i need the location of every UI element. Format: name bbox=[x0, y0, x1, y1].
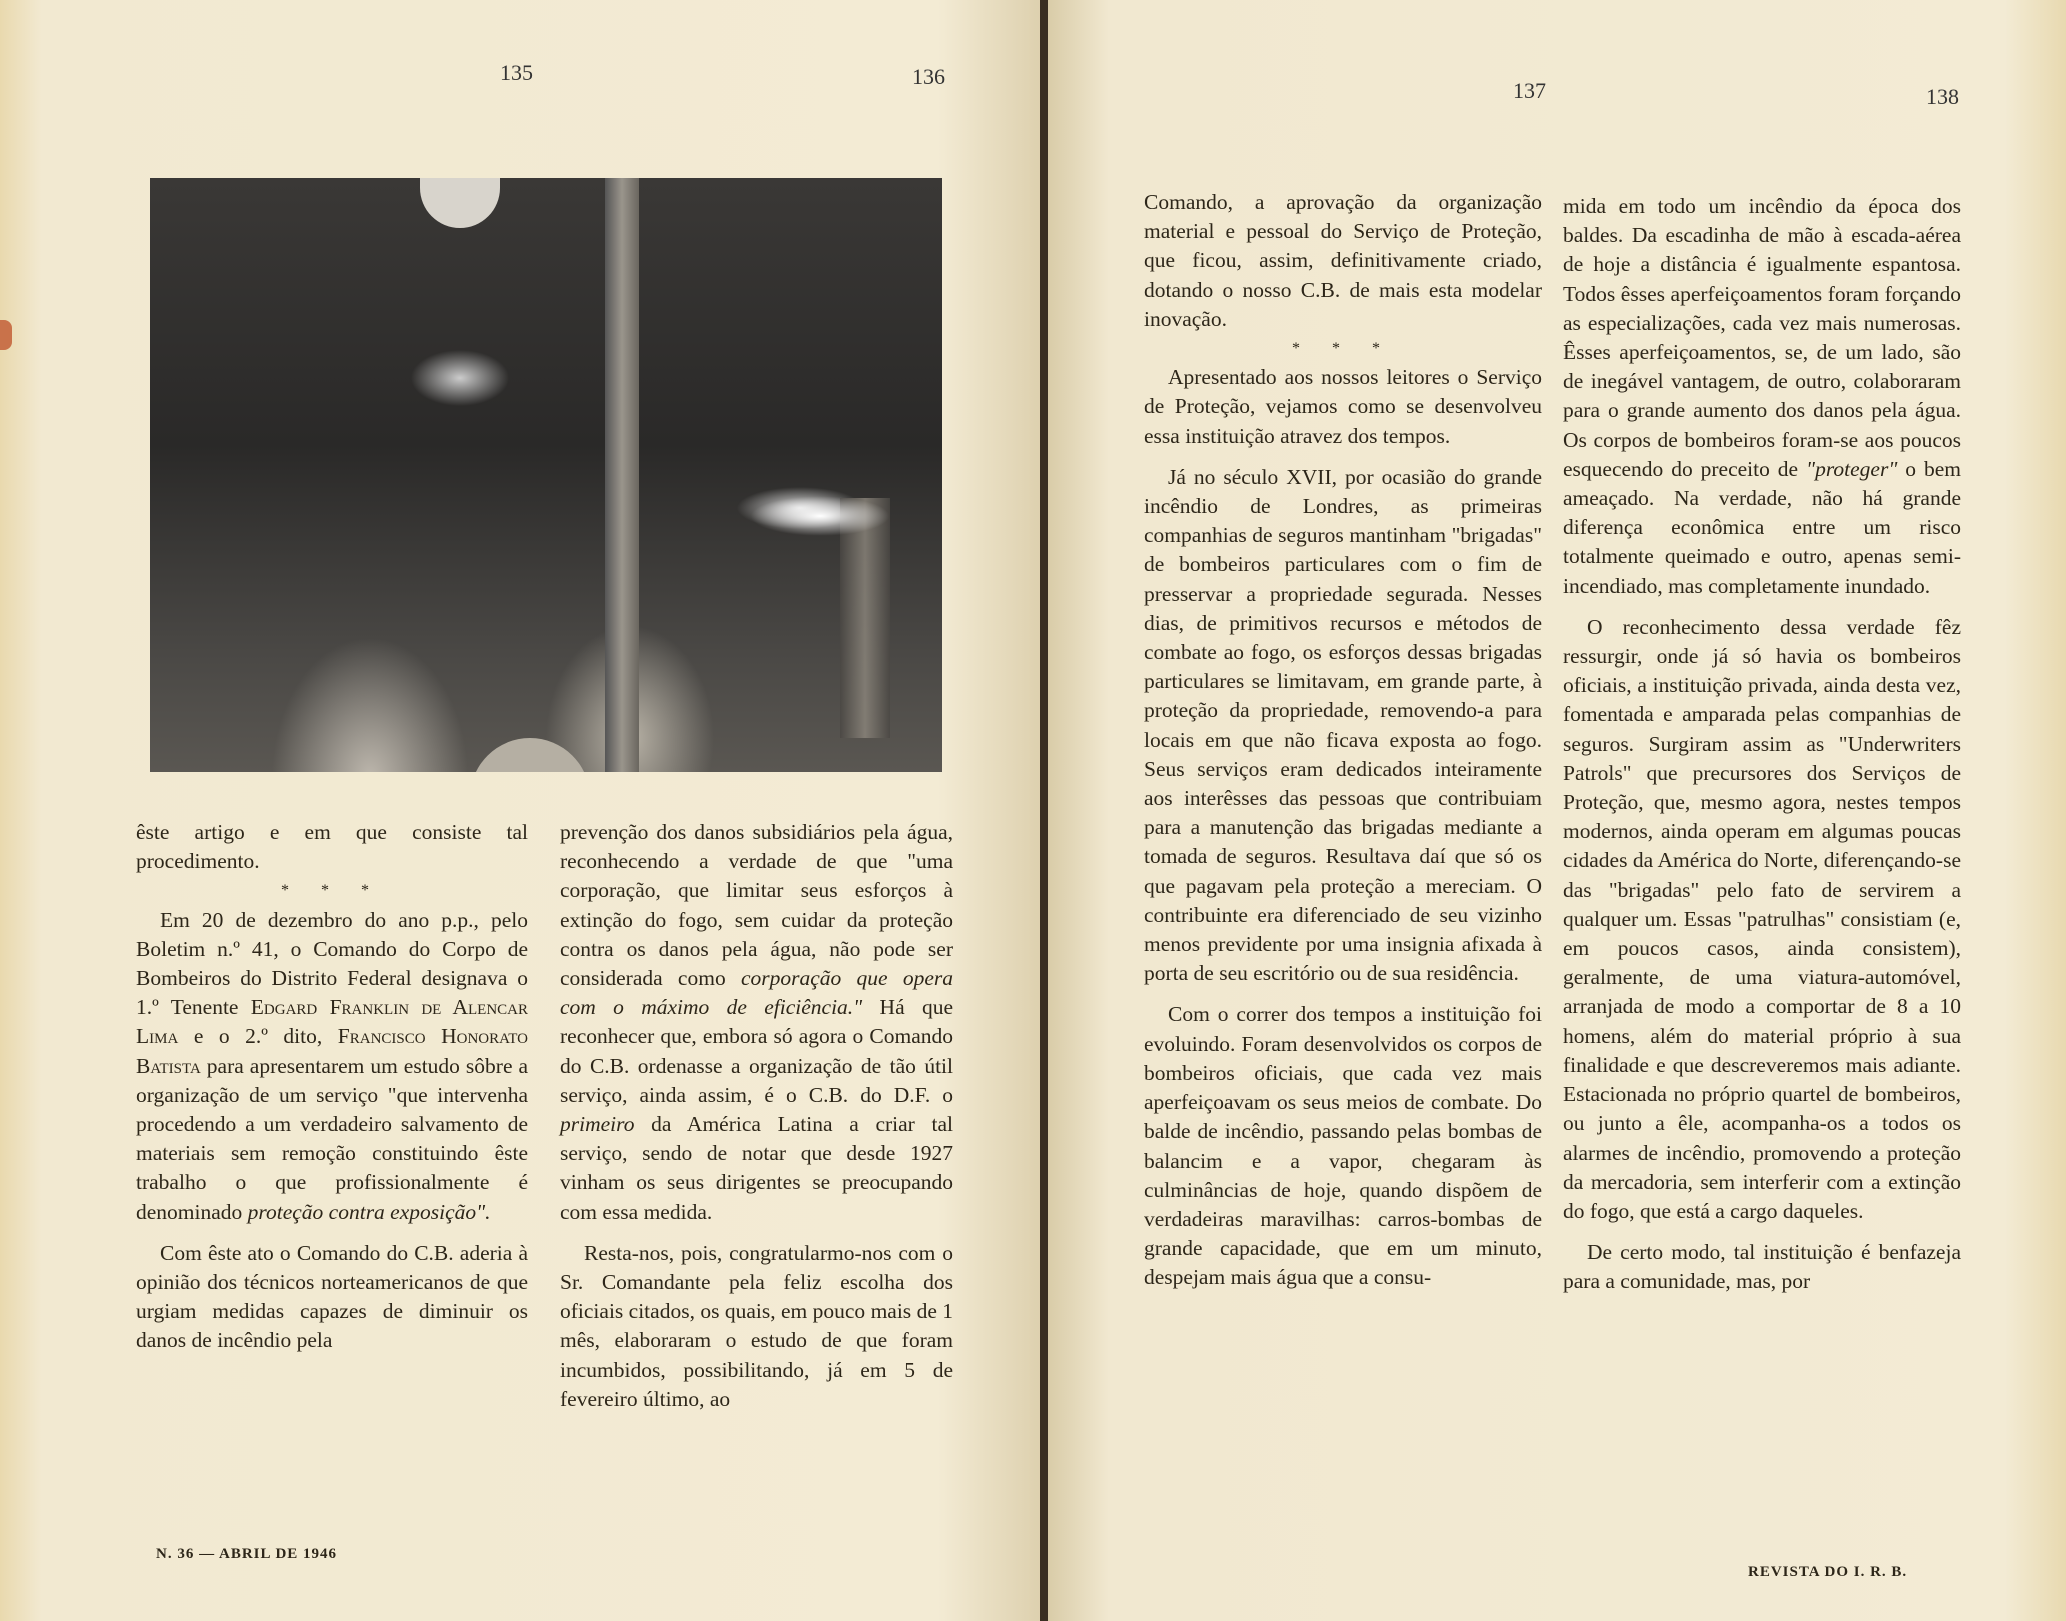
paragraph: mida em todo um incêndio da época dos baldes. Da escadinha de mão à escada-aérea de hoje a distância é igualmente espantosa. Todos êsses aperfeiçoamentos foram forçando as especializações, cada vez mais numerosas. Êsses aperfeiçoamentos, se, de um lado, são de inegável vantagem, de outro, colaboraram para o grande aumento dos danos pela água. Os corpos de bombeiros foram-se aos poucos esquecendo do preceito de "proteger" o bem ameaçado. Na verdade, não há grande diferença econômica entre um risco totalmente queimado e outro, apenas semi-incendiado, mas completamente inundado. bbox=[1563, 194, 1961, 598]
paragraph: êste artigo e em que consiste tal procedimento. bbox=[136, 820, 528, 874]
right-page bbox=[1048, 0, 2066, 1621]
page-number-135: 135 bbox=[500, 60, 533, 85]
page-number-136: 136 bbox=[912, 64, 945, 89]
paragraph: Apresentado aos nossos leitores o Serviço de Proteção, vejamos como se desenvolveu essa instituição atravez dos tempos. bbox=[1144, 365, 1542, 448]
paragraph: O reconhecimento dessa verdade fêz ressurgir, onde já só havia os bombeiros oficiais, a instituição privada, ainda desta vez, fomentada e amparada pelas companhias de seguros. Surgiram assim as "Underwriters Patrols" que precursores dos Serviços de Proteção, que, mesmo agora, nestes tempos modernos, ainda operam em algumas poucas cidades da América do Norte, diferençando-se das "brigadas" pelo fato de servirem a qualquer um. Essas "patrulhas" consistiam (e, em poucos casos, ainda consistem), geralmente, de uma viatura-automóvel, arranjada de modo a comportar de 8 a 10 homens, além do material próprio à sua finalidade e que descreveremos mais adiante. Estacionada no próprio quartel de bombeiros, ou junto a êle, acompanha-os a todos os alarmes de incêndio, promovendo a proteção da mercadoria, sem interferir com a extinção do fogo, que está a cargo daqueles. bbox=[1563, 614, 1961, 1223]
paragraph: Resta-nos, pois, congratularmo-nos com o Sr. Comandante pela feliz escolha dos oficiais citados, os quais, em pouco mais de 1 mês, elaboraram o estudo de que foram incumbidos, possibilitando, já em 5 de fevereiro último, ao bbox=[560, 1240, 953, 1411]
left-column-b bbox=[560, 818, 953, 1414]
left-column-a bbox=[136, 818, 528, 1356]
section-separator: * * * bbox=[1292, 340, 1394, 358]
paragraph: De certo modo, tal instituição é benfazeja para a comunidade, mas, por bbox=[1563, 1240, 1961, 1294]
photo-image bbox=[150, 178, 942, 772]
paragraph: Com êste ato o Comando do C.B. aderia à opinião dos técnicos norteamericanos de que urgiam medidas capazes de diminuir os danos de incêndio pela bbox=[136, 1240, 528, 1353]
paragraph: Comando, a aprovação da organização material e pessoal do Serviço de Proteção, que ficou, assim, definitivamente criado, dotando o nosso C.B. de mais esta modelar inovação. bbox=[1144, 190, 1542, 331]
page-number-138: 138 bbox=[1926, 84, 1959, 109]
page-stain bbox=[0, 320, 12, 350]
right-column-a bbox=[1144, 188, 1542, 1293]
paragraph: Com o correr dos tempos a instituição foi evoluindo. Foram desenvolvidos os corpos de bombeiros oficiais, que cada vez mais aperfeiçoavam os seus meios de combate. Do balde de incêndio, passando pelas bombas de balancim e a vapor, chegaram às culminâncias de hoje, quando dispõem de verdadeiras maravilhas: carros-bombas de grande capacidade, que em um minuto, despejam mais água que a consu- bbox=[1144, 1002, 1542, 1290]
paragraph: Em 20 de dezembro do ano p.p., pelo Boletim n.º 41, o Comando do Corpo de Bombeiros do Distrito Federal designava o 1.º Tenente Edgard Franklin de Alencar Lima e o 2.º dito, Francisco Honorato Batista para apresentarem um estudo sôbre a organização de um serviço "que intervenha procedendo a um verdadeiro salvamento de materiais sem remoção constituindo êste trabalho o que profissionalmente é denominado proteção contra exposição". bbox=[136, 907, 529, 1224]
paragraph: prevenção dos danos subsidiários pela água, reconhecendo a verdade de que "uma corporação, que limitar seus esforços à extinção do fogo, sem cuidar da proteção contra os danos pela água, não pode ser considerada como corporação que opera com o máximo de eficiência." Há que reconhecer que, embora só agora o Comando do C.B. ordenasse a organização de tão útil serviço, ainda assim, é o C.B. do D.F. o primeiro da América Latina a criar tal serviço, sendo de notar que desde 1927 vinham os seus dirigentes se preocupando com essa medida. bbox=[560, 820, 954, 1224]
right-column-b bbox=[1563, 192, 1961, 1297]
paragraph: Já no século XVII, por ocasião do grande incêndio de Londres, as primeiras companhias de seguros mantinham "brigadas" de bombeiros particulares com o fim de presservar a propriedade segurada. Nesses dias, de primitivos recursos e métodos de combate ao fogo, os esforços dessas brigadas particulares se limitavam, em grande parte, à proteção da propriedade, removendo-a para locais em que não ficava exposta ao fogo. Seus serviços eram dedicados inteiramente aos interêsses das pessoas que contribuiam para a manutenção das brigadas mediante a tomada de seguros. Resultava daí que só os que pagavam pela proteção a mereciam. O contribuinte era diferenciado de seu vizinho menos previdente por uma insignia afixada à porta de seu escritório ou de sua residência. bbox=[1144, 464, 1542, 986]
section-separator: * * * bbox=[281, 882, 383, 900]
footer-journal: REVISTA DO I. R. B. bbox=[1748, 1564, 1908, 1580]
footer-issue: N. 36 — ABRIL DE 1946 bbox=[156, 1546, 338, 1562]
page-number-137: 137 bbox=[1513, 78, 1546, 103]
